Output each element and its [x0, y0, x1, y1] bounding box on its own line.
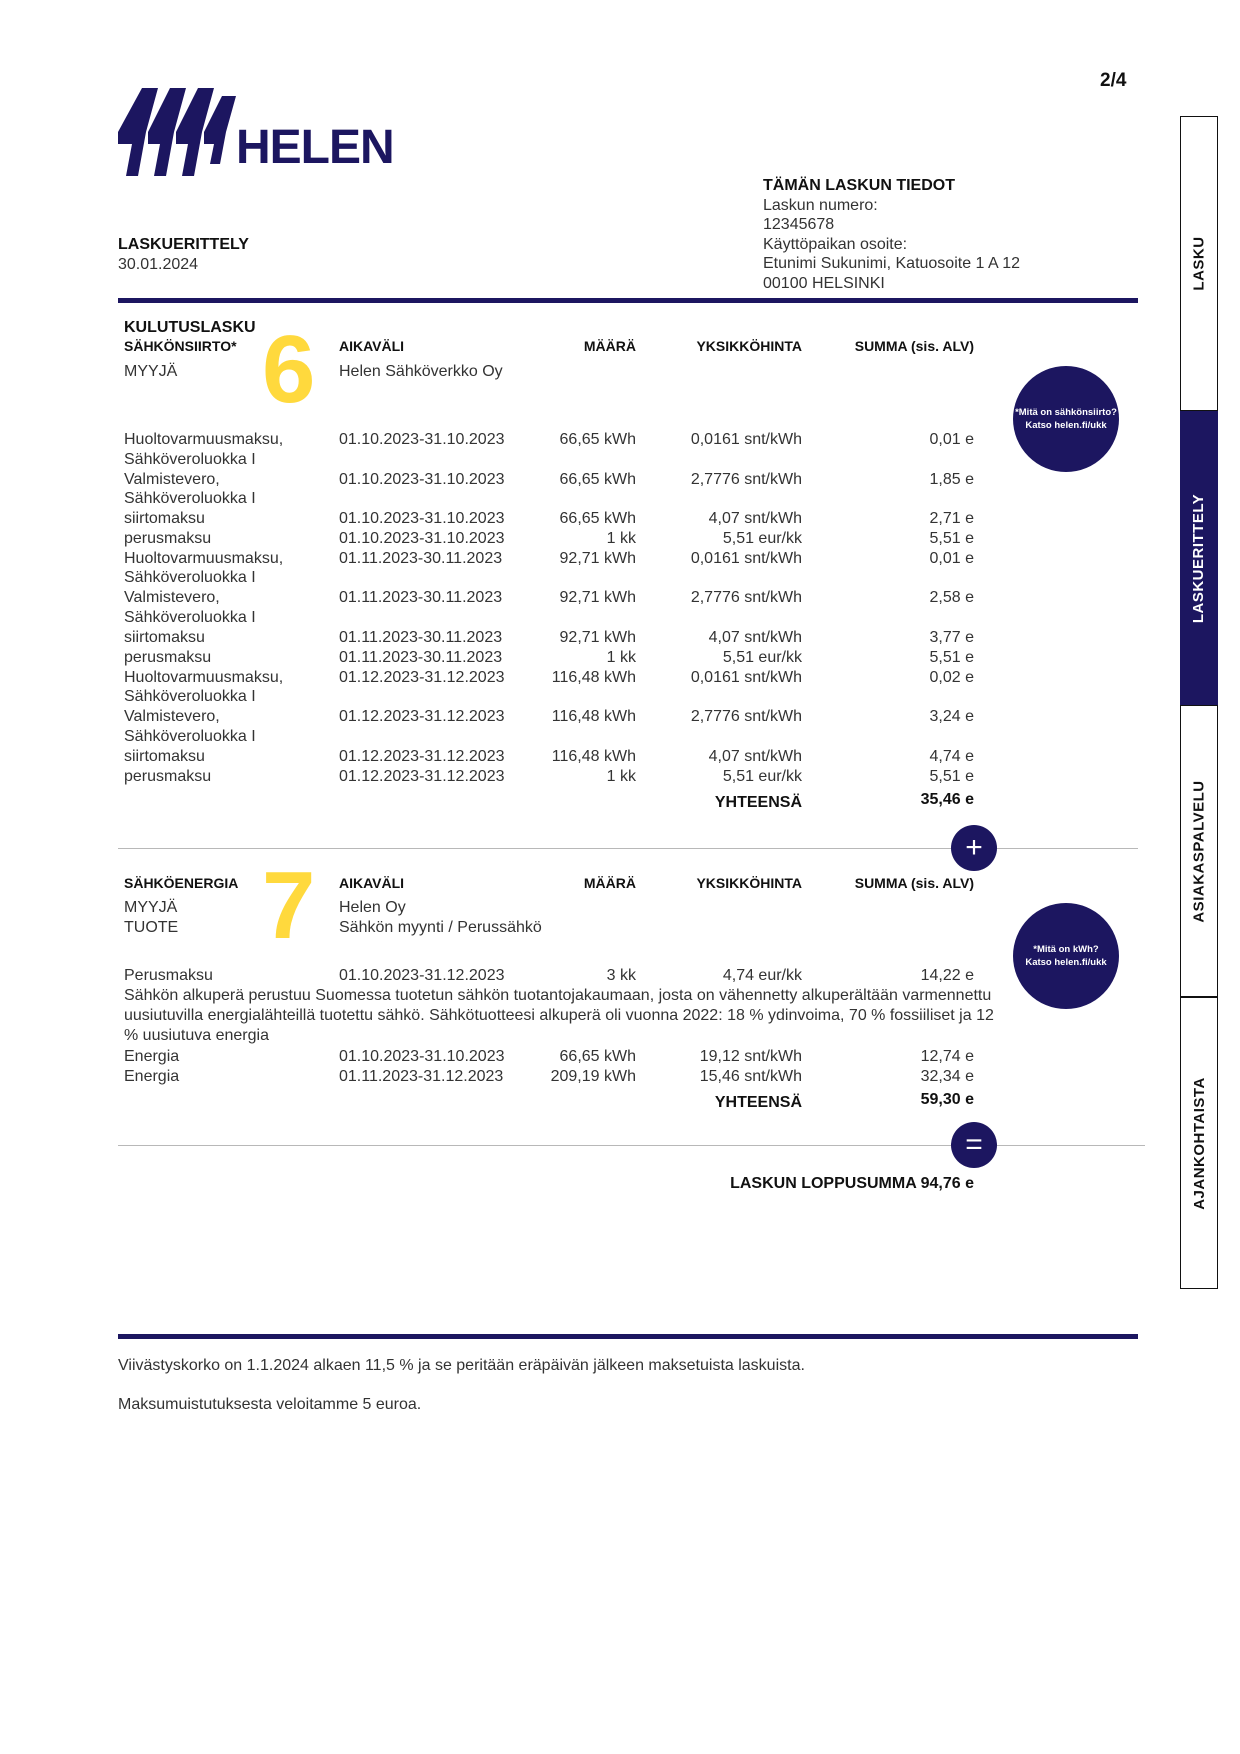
product: Sähkön myynti / Perussähkö: [339, 919, 542, 936]
row-sum: 5,51 e: [929, 767, 974, 785]
document-date: 30.01.2024: [118, 256, 199, 273]
base-row-sum: 14,22 e: [920, 967, 974, 984]
row-name: [124, 668, 283, 707]
tab-asiakaspalvelu-label: ASIAKASPALVELU: [1190, 779, 1208, 923]
row-sum: 1,85 e: [929, 470, 974, 488]
energy-row-sum: 12,74 e: [920, 1048, 974, 1065]
origin-text: [124, 986, 1014, 1046]
address-label: Käyttöpaikan osoite:: [763, 235, 908, 253]
footer-divider: [118, 1334, 1138, 1339]
row-name-line: Valmistevero,: [124, 589, 220, 607]
col-unit-price-2: YKSIKKÖHINTA: [696, 875, 802, 891]
reminder-fee-note: Maksumuistutuksesta veloitamme 5 euroa.: [118, 1396, 422, 1413]
energy-row-unit-price: 15,46 snt/kWh: [699, 1067, 802, 1085]
section2-total-label: YHTEENSÄ: [714, 1094, 802, 1111]
row-name: [124, 509, 205, 529]
energy-row-amount: 209,19 kWh: [550, 1067, 636, 1085]
seller-1: Helen Sähköverkko Oy: [339, 363, 503, 380]
row-sum: 5,51 e: [929, 530, 974, 547]
invoice-info-heading: TÄMÄN LASKUN TIEDOT: [763, 177, 955, 194]
row-name: [124, 628, 205, 648]
grand-total: LASKUN LOPPUSUMMA 94,76 e: [730, 1175, 974, 1192]
section2-title: SÄHKÖENERGIA: [124, 875, 239, 891]
product-label: TUOTE: [124, 919, 179, 936]
energy-row-period: 01.10.2023-31.10.2023: [339, 1048, 505, 1065]
helen-logo-icon: [118, 88, 238, 176]
row-name-line: siirtomaksu: [124, 747, 205, 765]
section1-subtitle: SÄHKÖNSIIRTO*: [124, 338, 237, 354]
row-unit-price: 2,7776 snt/kWh: [690, 589, 802, 607]
row-amount: 66,65 kWh: [559, 470, 636, 488]
tab-lasku-label: LASKU: [1190, 236, 1208, 291]
row-unit-price: 4,07 snt/kWh: [708, 629, 802, 646]
row-amount: 66,65 kWh: [559, 431, 636, 448]
row-unit-price: 0,0161 snt/kWh: [690, 431, 802, 448]
row-name-line: Sähköveroluokka I: [124, 727, 256, 745]
address-line2: 00100 HELSINKI: [763, 274, 885, 292]
row-name-line: Valmistevero,: [124, 708, 220, 726]
section1-total-label: YHTEENSÄ: [714, 794, 802, 811]
address-line1: Etunimi Sukunimi, Katuosoite 1 A 12: [763, 255, 1021, 272]
row-name: [124, 648, 211, 668]
row-amount: 92,71 kWh: [559, 629, 636, 646]
row-amount: 1 kk: [606, 767, 636, 785]
row-name-line: Huoltovarmuusmaksu,: [124, 431, 284, 448]
col-unit-price-1: YKSIKKÖHINTA: [696, 338, 802, 354]
col-sum-1: SUMMA (sis. ALV): [854, 338, 974, 354]
col-sum-2: SUMMA (sis. ALV): [854, 875, 974, 891]
col-period-1: AIKAVÄLI: [339, 338, 405, 354]
row-period: 01.10.2023-31.10.2023: [339, 510, 505, 528]
row-name-line: Huoltovarmuusmaksu,: [124, 668, 284, 686]
row-sum: 3,24 e: [929, 708, 974, 726]
row-sum: 2,58 e: [929, 589, 974, 607]
col-amount-2: MÄÄRÄ: [583, 875, 636, 891]
row-name-line: Valmistevero,: [124, 470, 220, 488]
row-name: [124, 430, 283, 469]
row-name-line: perusmaksu: [124, 767, 212, 785]
row-name-line: Sähköveroluokka I: [124, 490, 256, 508]
info-bubble-transfer[interactable]: [1013, 366, 1119, 472]
energy-row-unit-price: 19,12 snt/kWh: [699, 1048, 802, 1065]
row-amount: 66,65 kWh: [559, 510, 636, 528]
section1-number: 6: [262, 316, 316, 423]
row-period: 01.11.2023-30.11.2023: [339, 648, 503, 666]
energy-row-period: 01.11.2023-31.12.2023: [339, 1067, 504, 1085]
info-bubble-2-line2: Katso helen.fi/ukk: [1025, 957, 1107, 968]
energy-row-name: Energia: [124, 1067, 180, 1085]
section1-title: KULUTUSLASKU: [124, 319, 256, 336]
invoice-number-label: Laskun numero:: [763, 196, 878, 214]
row-period: 01.11.2023-30.11.2023: [339, 629, 503, 646]
row-period: 01.11.2023-30.11.2023: [339, 549, 503, 567]
row-unit-price: 0,0161 snt/kWh: [690, 549, 802, 567]
row-name-line: Huoltovarmuusmaksu,: [124, 549, 284, 567]
row-amount: 1 kk: [606, 648, 636, 666]
seller-label-1: MYYJÄ: [124, 363, 178, 380]
row-sum: 3,77 e: [929, 629, 974, 646]
section2-number: 7: [262, 852, 316, 959]
row-unit-price: 2,7776 snt/kWh: [690, 708, 802, 726]
base-row-period: 01.10.2023-31.12.2023: [339, 967, 505, 984]
info-bubble-2-line1: *Mitä on kWh?: [1033, 944, 1099, 955]
info-bubble-kwh[interactable]: [1013, 903, 1119, 1009]
row-name: [124, 747, 205, 767]
base-row-amount: 3 kk: [606, 967, 636, 984]
row-sum: 0,01 e: [929, 431, 974, 448]
late-interest-note: Viivästyskorko on 1.1.2024 alkaen 11,5 % ja se peritään eräpäivän jälkeen maksetuista laskuista.: [118, 1357, 805, 1374]
row-sum: 2,71 e: [929, 510, 974, 528]
row-name: [124, 529, 211, 549]
page-number: 2/4: [1100, 70, 1127, 91]
row-name-line: Sähköveroluokka I: [124, 569, 256, 587]
energy-row-sum: 32,34 e: [920, 1067, 974, 1085]
row-name: [124, 707, 256, 746]
equals-icon: =: [951, 1122, 997, 1168]
base-row-name: Perusmaksu: [124, 967, 213, 984]
origin-line: Sähkön alkuperä perustuu Suomessa tuotetun sähkön tuotantojakaumaan, josta on vähennetty alkuperältään varmennettu: [124, 987, 992, 1004]
section2-total: 59,30 e: [920, 1091, 974, 1108]
tab-lasku[interactable]: [1180, 116, 1218, 411]
row-amount: 92,71 kWh: [559, 549, 636, 567]
row-unit-price: 5,51 eur/kk: [722, 530, 802, 547]
row-period: 01.10.2023-31.10.2023: [339, 470, 505, 488]
row-period: 01.12.2023-31.12.2023: [339, 708, 505, 726]
document-title: LASKUERITTELY: [118, 236, 249, 253]
row-period: 01.12.2023-31.12.2023: [339, 747, 505, 765]
invoice-info: [763, 176, 1020, 293]
row-amount: 116,48 kWh: [551, 747, 636, 765]
row-unit-price: 2,7776 snt/kWh: [690, 470, 802, 488]
header-divider: [118, 298, 1138, 303]
origin-line: % uusiutuva energia: [124, 1027, 269, 1044]
row-sum: 0,02 e: [929, 668, 974, 686]
row-name-line: Sähköveroluokka I: [124, 608, 256, 626]
row-name-line: Sähköveroluokka I: [124, 688, 256, 706]
row-name-line: siirtomaksu: [124, 510, 205, 528]
tab-asiakaspalvelu[interactable]: [1180, 705, 1218, 997]
row-amount: 92,71 kWh: [559, 589, 636, 607]
plus-icon: +: [951, 825, 997, 871]
row-amount: 1 kk: [606, 530, 636, 547]
row-name: [124, 470, 256, 509]
row-name-line: perusmaksu: [124, 648, 212, 666]
row-unit-price: 5,51 eur/kk: [722, 648, 802, 666]
row-unit-price: 4,07 snt/kWh: [708, 510, 802, 528]
info-bubble-1-line1: *Mitä on sähkönsiirto?: [1015, 407, 1117, 418]
row-period: 01.10.2023-31.10.2023: [339, 530, 505, 547]
energy-row-name: Energia: [124, 1048, 180, 1065]
seller-label-2: MYYJÄ: [124, 899, 178, 916]
row-amount: 116,48 kWh: [551, 668, 636, 686]
section1-title-block: [124, 319, 256, 355]
row-period: 01.10.2023-31.10.2023: [339, 431, 505, 448]
row-period: 01.12.2023-31.12.2023: [339, 767, 505, 785]
col-period-2: AIKAVÄLI: [339, 875, 405, 891]
row-sum: 5,51 e: [929, 648, 974, 666]
section1-total: 35,46 e: [920, 791, 974, 808]
row-name-line: Sähköveroluokka I: [124, 450, 256, 468]
row-name: [124, 767, 211, 787]
row-name: [124, 549, 283, 588]
invoice-number: 12345678: [763, 216, 835, 233]
row-name-line: siirtomaksu: [124, 629, 205, 646]
tab-ajankohtaista[interactable]: [1180, 997, 1218, 1289]
row-unit-price: 5,51 eur/kk: [722, 767, 802, 785]
tab-laskuerittely-label: LASKUERITTELY: [1190, 493, 1208, 623]
row-unit-price: 0,0161 snt/kWh: [690, 668, 802, 686]
base-row-price: 4,74 eur/kk: [722, 967, 802, 984]
row-amount: 116,48 kWh: [551, 708, 636, 726]
tab-laskuerittely[interactable]: [1180, 411, 1218, 705]
energy-row-amount: 66,65 kWh: [559, 1048, 636, 1065]
seller-2: Helen Oy: [339, 899, 406, 916]
info-bubble-1-line2: Katso helen.fi/ukk: [1025, 420, 1107, 431]
tab-ajankohtaista-label: AJANKOHTAISTA: [1190, 1076, 1208, 1210]
row-name-line: perusmaksu: [124, 530, 212, 547]
row-sum: 0,01 e: [929, 549, 974, 567]
col-amount-1: MÄÄRÄ: [583, 338, 636, 354]
row-name: [124, 588, 256, 627]
brand-name: HELEN: [236, 121, 394, 174]
row-unit-price: 4,07 snt/kWh: [708, 747, 802, 765]
row-period: 01.11.2023-30.11.2023: [339, 589, 503, 607]
origin-line: uusiutuvilla energialähteillä tuotettu sähkö. Sähkötuotteesi alkuperä oli vuonna 2022: 18 % ydinvoima, 70 % fossiiliset ja 12: [124, 1007, 994, 1024]
row-sum: 4,74 e: [929, 747, 974, 765]
row-period: 01.12.2023-31.12.2023: [339, 668, 505, 686]
